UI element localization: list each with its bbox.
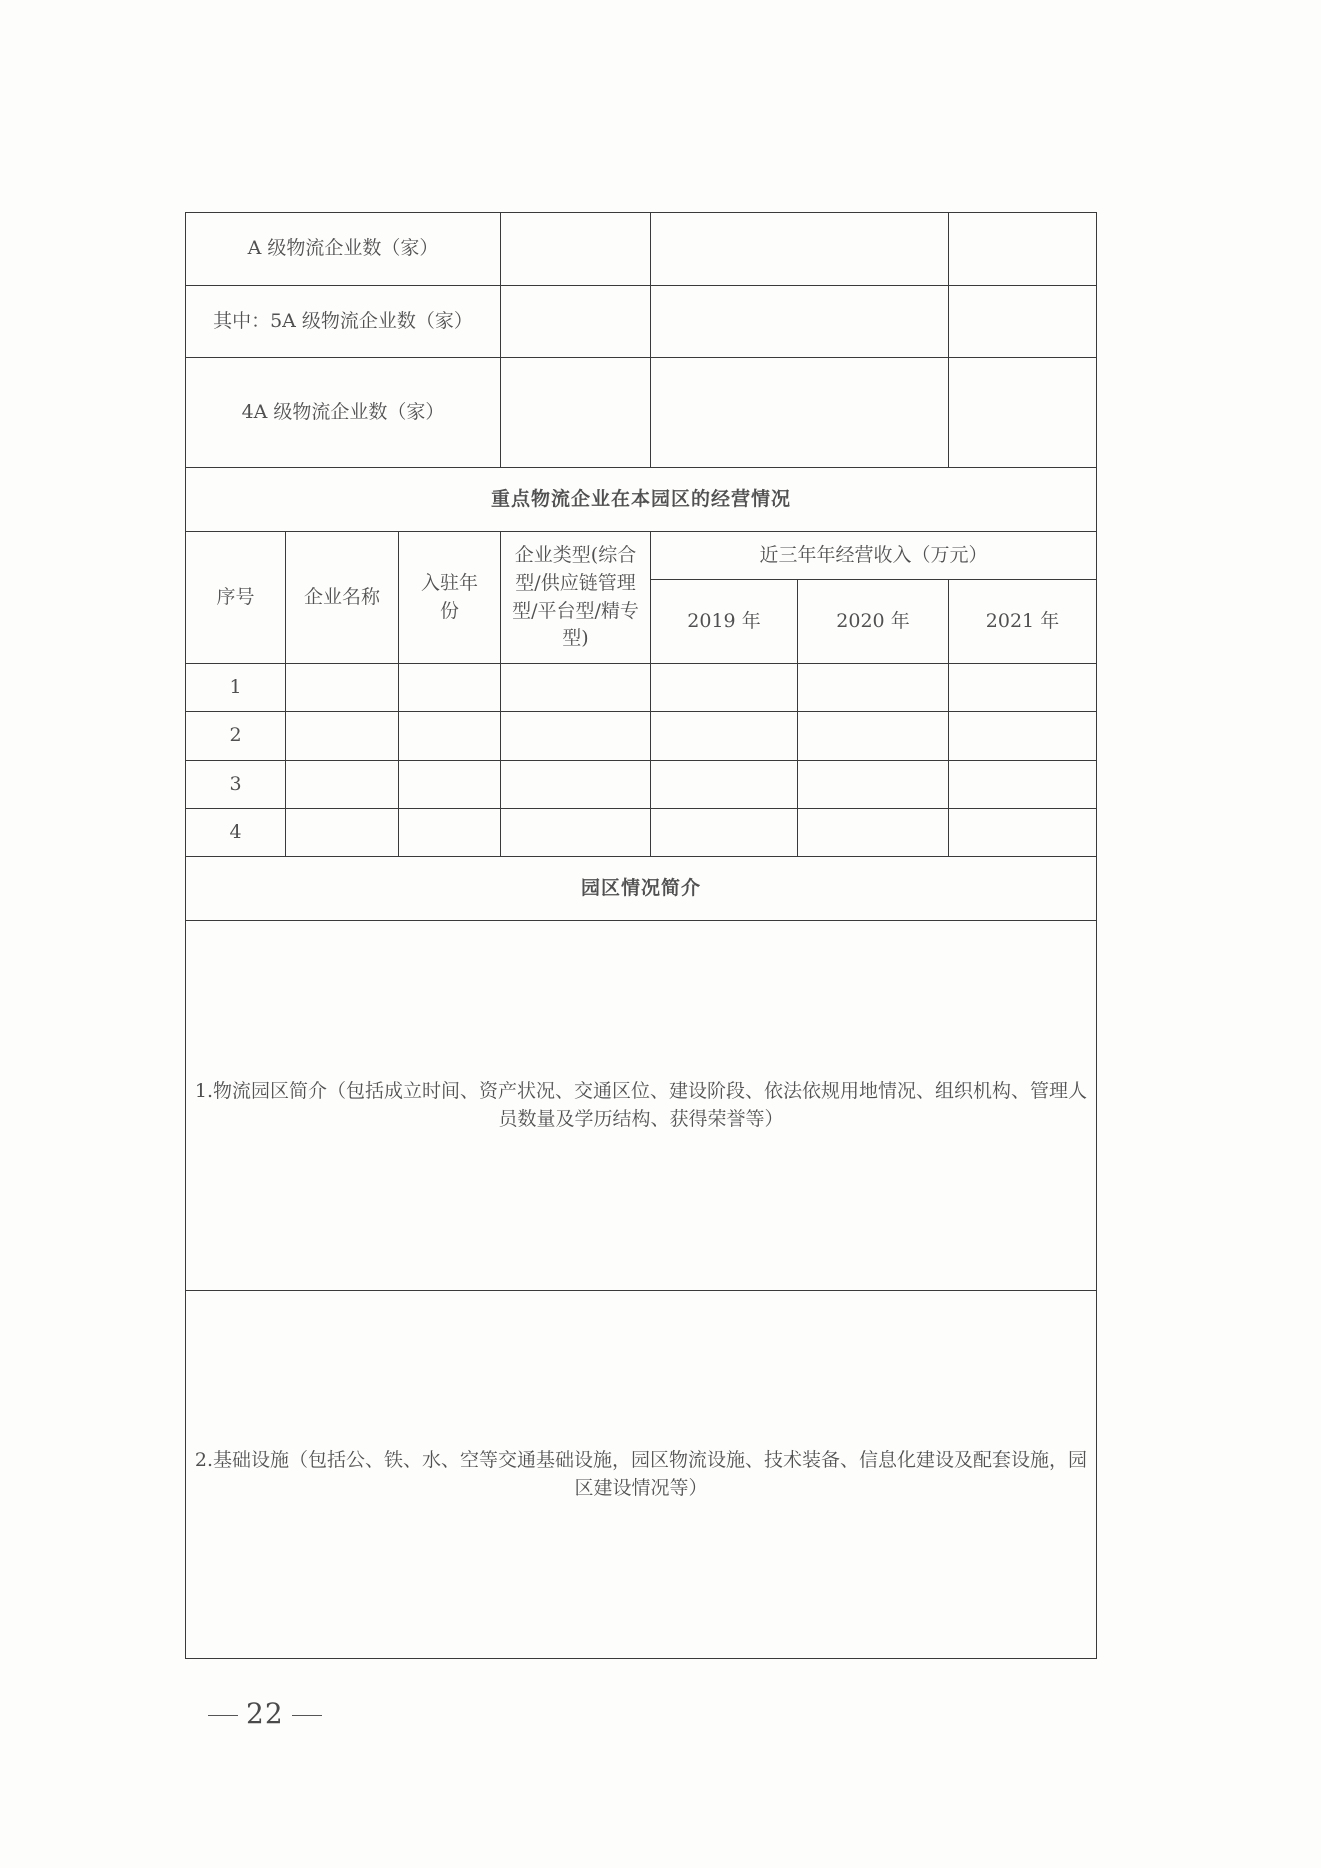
cell[interactable] [651, 712, 798, 761]
row-index: 3 [186, 761, 286, 809]
value-cell[interactable] [651, 358, 949, 468]
summary-row [186, 286, 1097, 358]
summary-row [186, 358, 1097, 468]
row-label-5a-level: 其中：5A 级物流企业数（家） [186, 286, 501, 358]
value-cell[interactable] [651, 286, 949, 358]
cell[interactable] [949, 809, 1097, 857]
section-header-row [186, 857, 1097, 921]
enterprise-section-title: 重点物流企业在本园区的经营情况 [186, 468, 1097, 532]
table-header-row [186, 532, 1097, 580]
cell[interactable] [286, 664, 399, 712]
cell[interactable] [286, 761, 399, 809]
value-cell[interactable] [949, 213, 1097, 286]
header-2019: 2019 年 [651, 580, 798, 664]
cell[interactable] [798, 809, 949, 857]
header-year-joined: 入驻年份 [399, 532, 501, 664]
row-label-a-level: A 级物流企业数（家） [186, 213, 501, 286]
intro-row [186, 921, 1097, 1291]
value-cell[interactable] [501, 358, 651, 468]
value-cell[interactable] [651, 213, 949, 286]
value-cell[interactable] [949, 286, 1097, 358]
cell[interactable] [651, 664, 798, 712]
cell[interactable] [286, 809, 399, 857]
cell[interactable] [949, 712, 1097, 761]
park-intro-field[interactable]: 1.物流园区简介（包括成立时间、资产状况、交通区位、建设阶段、依法依规用地情况、组织机构、管理人员数量及学历结构、获得荣誉等） [186, 921, 1097, 1291]
cell[interactable] [399, 761, 501, 809]
cell[interactable] [501, 761, 651, 809]
cell[interactable] [286, 712, 399, 761]
row-index: 2 [186, 712, 286, 761]
cell[interactable] [949, 761, 1097, 809]
cell[interactable] [798, 712, 949, 761]
park-info-form [185, 212, 1097, 1659]
value-cell[interactable] [501, 213, 651, 286]
row-index: 4 [186, 809, 286, 857]
row-label-4a-level: 4A 级物流企业数（家） [186, 358, 501, 468]
header-enterprise-type: 企业类型(综合型/供应链管理型/平台型/精专型) [501, 532, 651, 664]
header-2021: 2021 年 [949, 580, 1097, 664]
cell[interactable] [501, 809, 651, 857]
dash-right [292, 1715, 322, 1716]
value-cell[interactable] [949, 358, 1097, 468]
cell[interactable] [798, 761, 949, 809]
value-cell[interactable] [501, 286, 651, 358]
row-index: 1 [186, 664, 286, 712]
park-section-title: 园区情况简介 [186, 857, 1097, 921]
table-row [186, 761, 1097, 809]
header-revenue: 近三年年经营收入（万元） [651, 532, 1097, 580]
cell[interactable] [798, 664, 949, 712]
section-header-row [186, 468, 1097, 532]
header-2020: 2020 年 [798, 580, 949, 664]
page-number-value: 22 [246, 1697, 284, 1730]
summary-row [186, 213, 1097, 286]
page-number [200, 1697, 330, 1730]
table-row [186, 712, 1097, 761]
cell[interactable] [501, 664, 651, 712]
dash-left [208, 1715, 238, 1716]
table-row [186, 664, 1097, 712]
intro-row [186, 1291, 1097, 1659]
table-row [186, 809, 1097, 857]
header-index: 序号 [186, 532, 286, 664]
cell[interactable] [399, 664, 501, 712]
cell[interactable] [501, 712, 651, 761]
infrastructure-field[interactable]: 2.基础设施（包括公、铁、水、空等交通基础设施，园区物流设施、技术装备、信息化建设及配套设施，园区建设情况等） [186, 1291, 1097, 1659]
cell[interactable] [399, 809, 501, 857]
header-name: 企业名称 [286, 532, 399, 664]
cell[interactable] [651, 761, 798, 809]
cell[interactable] [399, 712, 501, 761]
cell[interactable] [949, 664, 1097, 712]
cell[interactable] [651, 809, 798, 857]
